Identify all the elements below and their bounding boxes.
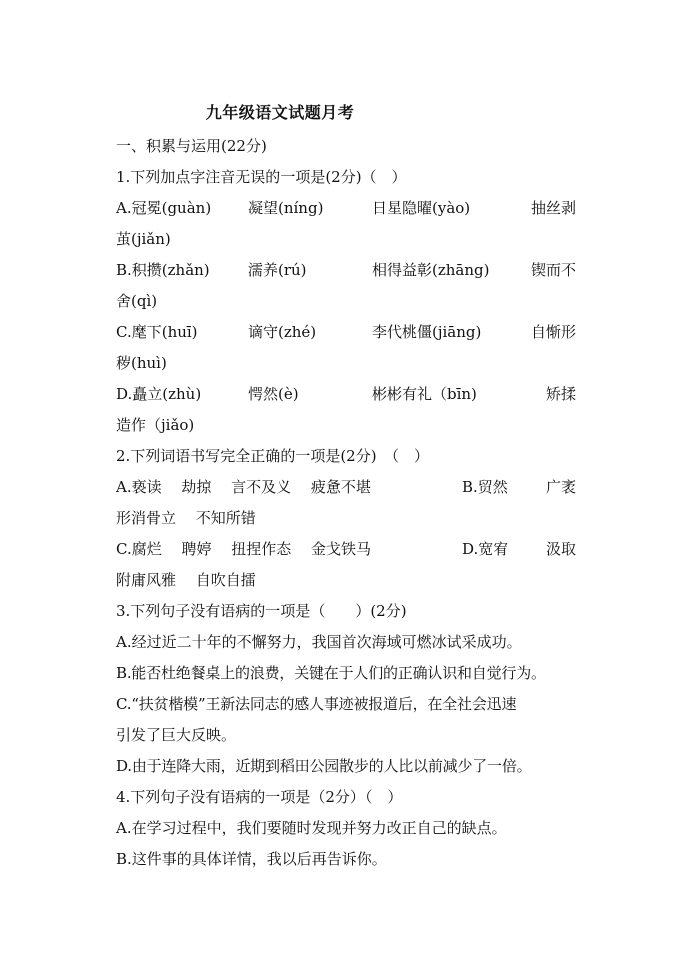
q3-option-c-cont: 引发了巨大反映。 [116,726,237,744]
question-2-stem: 2.下列词语书写完全正确的一项是(2分) （ ） [116,447,430,465]
q2-options-cd [116,534,576,565]
q1-d-word-4: 矫揉 [545,385,576,403]
q1-c-word-2: 谪守(zhé) [248,323,317,341]
q2-option-d-end: 汲取 [545,540,576,558]
q1-option-c [116,317,576,348]
q1-option-d [116,379,576,410]
q2-option-b-start: B.贸然 [462,478,508,496]
q3-option-c: C.“扶贫楷模”王新法同志的感人事迹被报道后，在全社会迅速 [116,695,517,713]
q1-a-word-3: 日星隐曜(yào) [372,199,471,217]
q2-option-d-start: D.宽宥 [462,540,509,558]
q1-b-word-1: B.积攒(zhǎn) [116,261,210,279]
question-1-stem: 1.下列加点字注音无误的一项是(2分)（ ） [116,168,407,186]
q1-option-a-cont: 茧(jiǎn) [116,230,171,248]
page-title: 九年级语文试题月考 [205,103,355,122]
q1-d-word-2: 愕然(è) [248,385,299,403]
q1-a-word-1: A.冠冕(guàn) [116,199,212,217]
q2-option-b-cont: 形消骨立 不知所错 [116,509,256,527]
q2-option-a: A.亵读 劫掠 言不及义 疲惫不堪 [116,478,371,496]
q1-option-c-cont: 秽(huì) [116,354,167,372]
q2-options-ab [116,472,576,503]
q1-a-word-4: 抽丝剥 [530,199,576,217]
q2-option-c: C.腐烂 聘婷 扭捏作态 金戈铁马 [116,540,372,558]
q1-option-d-cont: 造作（jiǎo) [116,416,195,434]
exam-content [116,131,576,875]
q1-d-word-1: D.矗立(zhù) [116,385,202,403]
q1-option-b [116,255,576,286]
q1-b-word-2: 濡养(rú) [248,261,307,279]
q2-option-b-end: 广袤 [545,478,576,496]
q4-option-a: A.在学习过程中，我们要随时发现并努力改正自己的缺点。 [116,819,507,837]
section-heading: 一、积累与运用(22分) [116,137,267,155]
q3-option-d: D.由于连降大雨，近期到稻田公园散步的人比以前减少了一倍。 [116,757,532,775]
q3-option-a: A.经过近二十年的不懈努力，我国首次海域可燃冰试采成功。 [116,633,522,651]
q1-c-word-1: C.麾下(huī) [116,323,198,341]
question-4-stem: 4.下列句子没有语病的一项是（2分）（ ） [116,788,403,806]
question-3-stem: 3.下列句子没有语病的一项是（ ）(2分) [116,602,407,620]
q2-option-d-cont: 附庸风雅 自吹自擂 [116,571,256,589]
q1-option-a [116,193,576,224]
q1-b-word-3: 相得益彰(zhāng) [372,261,490,279]
q1-c-word-4: 自惭形 [530,323,576,341]
q1-option-b-cont: 舍(qì) [116,292,158,310]
q1-c-word-3: 李代桃僵(jiāng) [372,323,482,341]
q1-d-word-3: 彬彬有礼（bīn) [372,385,477,403]
q1-a-word-2: 凝望(níng) [248,199,324,217]
q3-option-b: B.能否杜绝餐桌上的浪费，关键在于人们的正确认识和自觉行为。 [116,664,546,682]
q1-b-word-4: 锲而不 [530,261,576,279]
q4-option-b: B.这件事的具体详情，我以后再告诉你。 [116,850,387,868]
